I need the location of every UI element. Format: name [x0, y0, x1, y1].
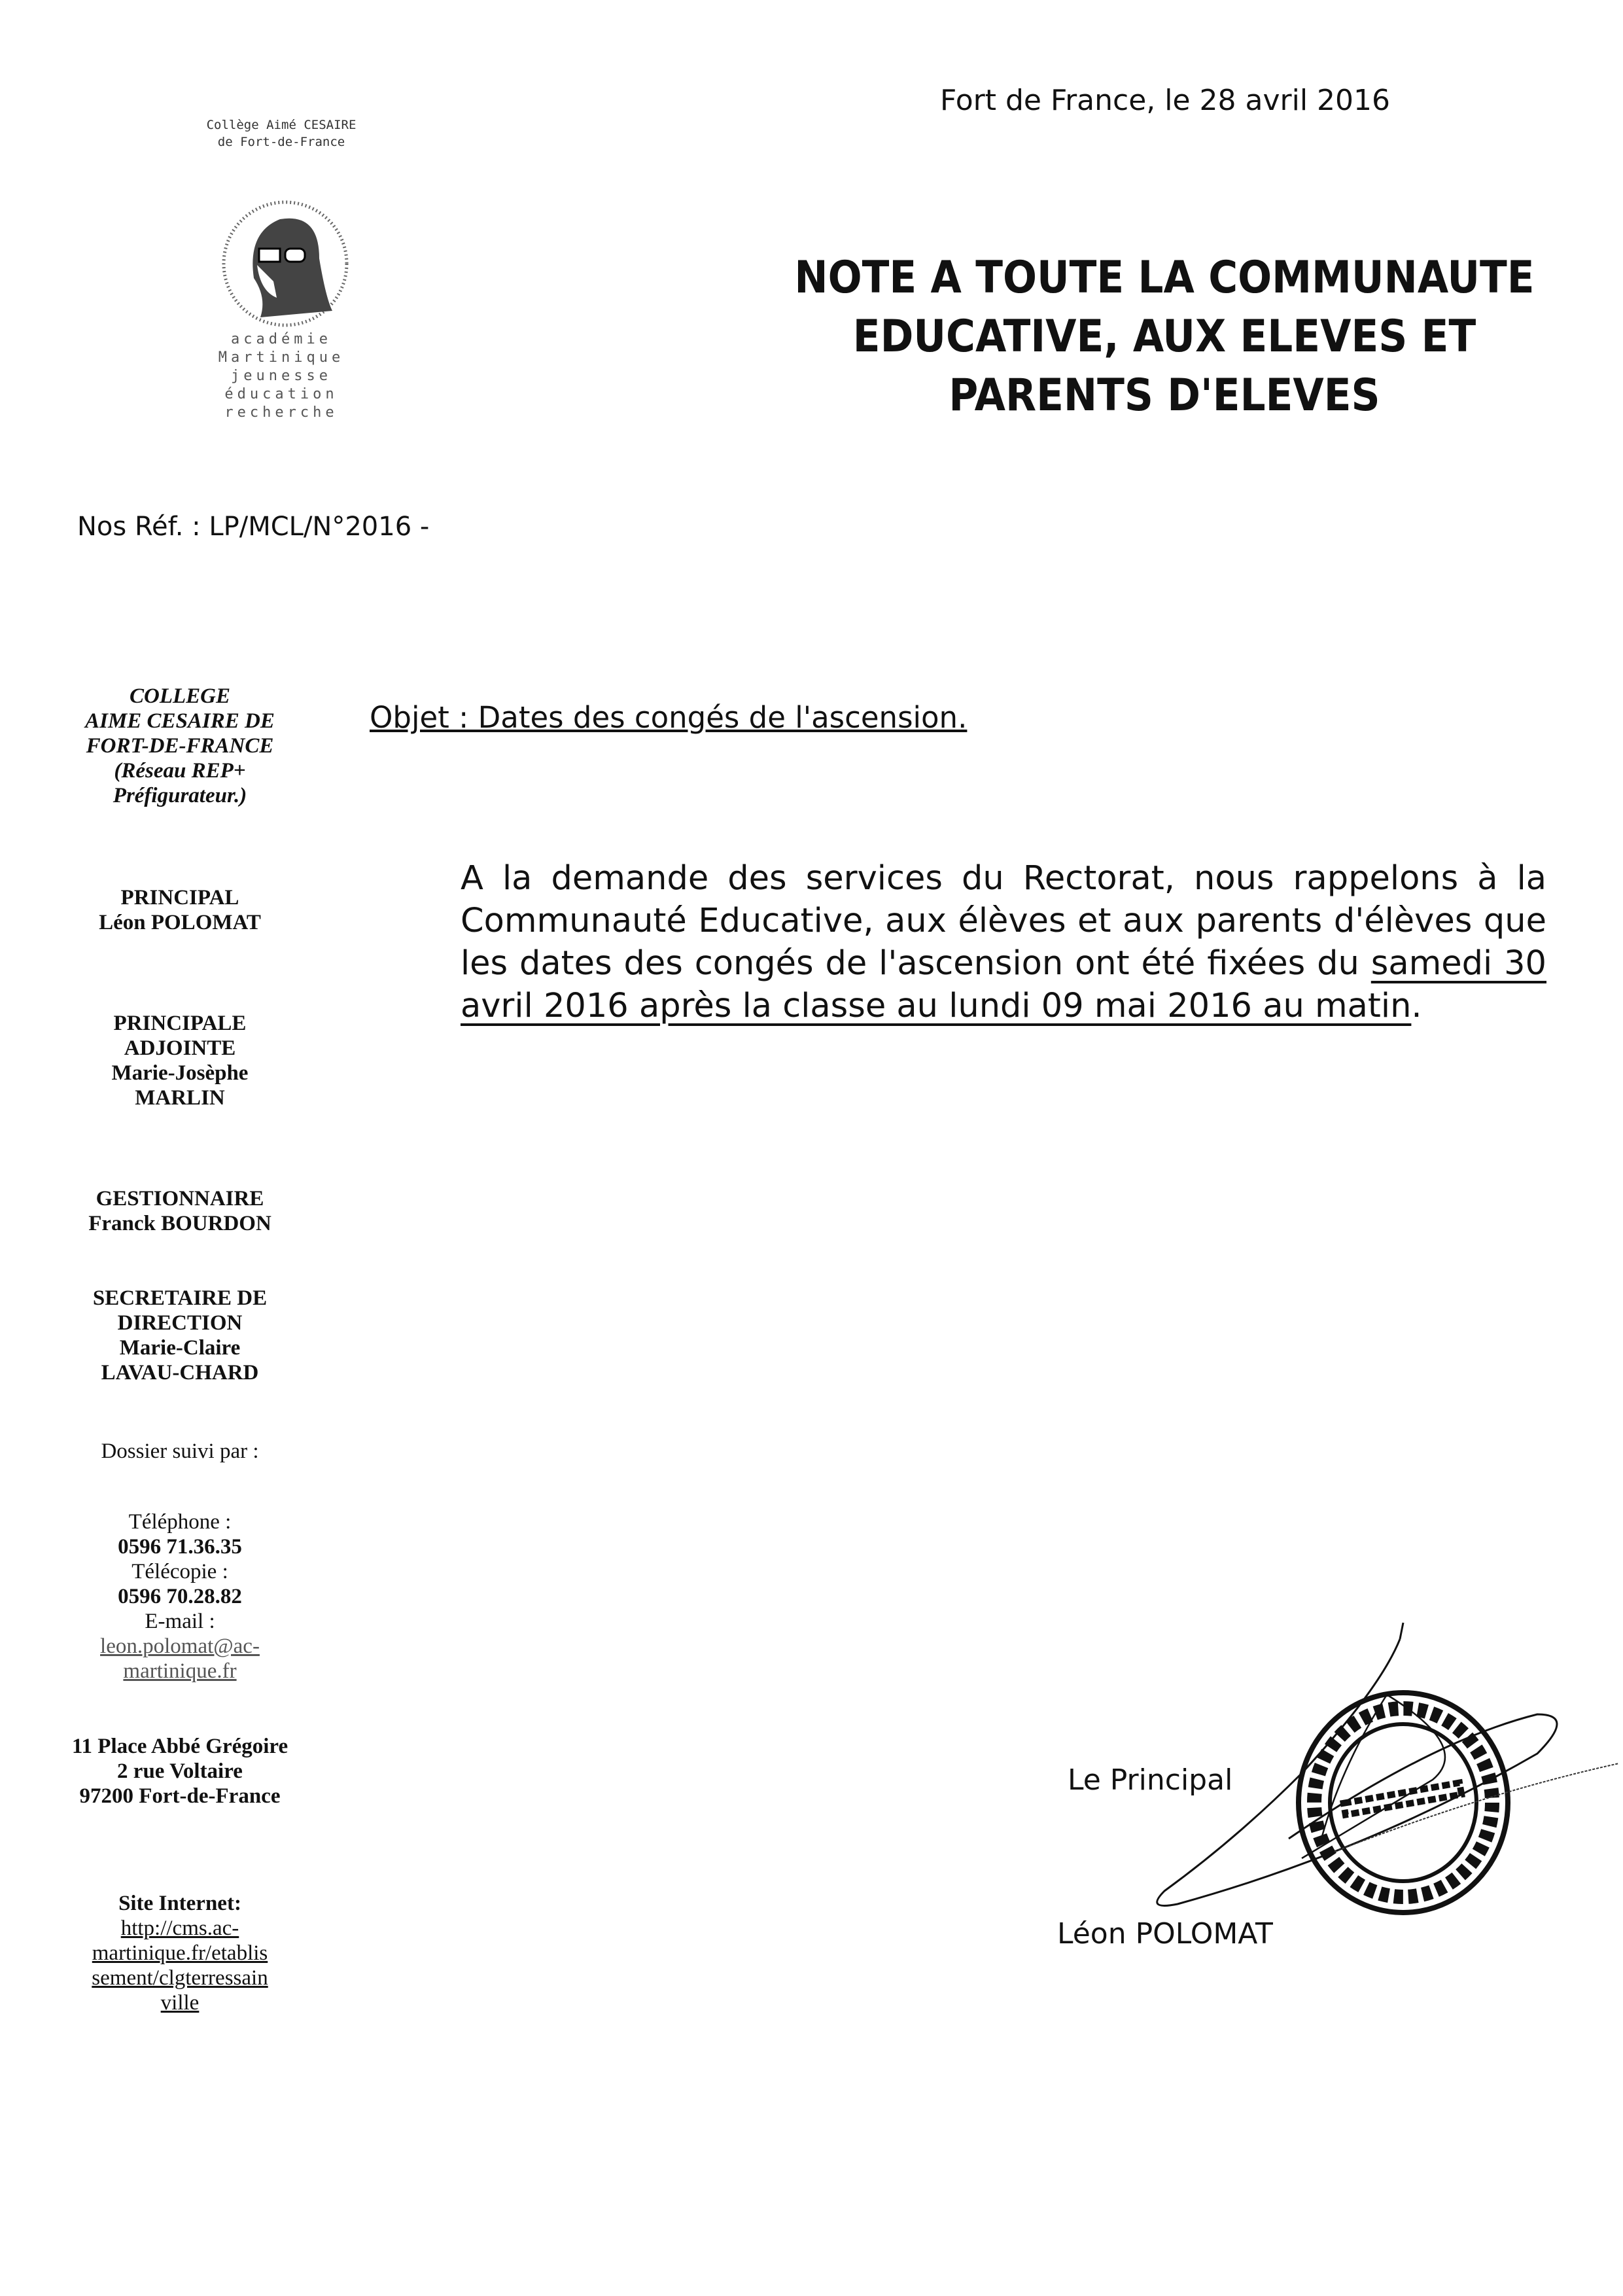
secretaire-block	[56, 1286, 304, 1385]
college-logo-portrait	[221, 200, 349, 328]
secretaire-name: LAVAU-CHARD	[101, 1361, 259, 1385]
address-line: 11 Place Abbé Grégoire	[71, 1735, 288, 1758]
email-link[interactable]: martinique.fr	[123, 1659, 237, 1683]
gestionnaire-name: Franck BOURDON	[88, 1212, 271, 1235]
official-stamp-and-signature	[1106, 1603, 1622, 1969]
college-line: (Réseau REP+	[114, 759, 246, 783]
website-label: Site Internet:	[118, 1892, 241, 1915]
adjointe-role: ADJOINTE	[124, 1036, 236, 1060]
address-block	[56, 1734, 304, 1809]
logo-line-2: de Fort-de-France	[217, 135, 345, 149]
logo-line-1: Collège Aimé CESAIRE	[206, 118, 357, 132]
title-line: PARENTS D'ELEVES	[949, 370, 1380, 421]
principale-adjointe-block	[56, 1011, 304, 1110]
logo-education: éducation	[224, 386, 338, 402]
subject-line: Objet : Dates des congés de l'ascension.	[370, 700, 968, 735]
letter-date: Fort de France, le 28 avril 2016	[940, 84, 1391, 117]
body-dates-underlined: samedi 30 avril 2016 après la classe au lundi 09 mai 2016 au matin	[461, 944, 1547, 1025]
body-paragraph	[461, 857, 1546, 1027]
logo-jeunesse: jeunesse	[231, 368, 332, 384]
college-line: Préfigurateur.)	[113, 784, 247, 807]
address-line: 97200 Fort-de-France	[79, 1784, 281, 1808]
email-link[interactable]: leon.polomat@ac-	[100, 1634, 260, 1658]
adjointe-name: Marie-Josèphe	[111, 1061, 249, 1085]
note-title	[764, 249, 1565, 425]
website-link[interactable]: ville	[160, 1991, 200, 2015]
telecopie-label: Télécopie :	[131, 1560, 228, 1583]
principal-role: PRINCIPAL	[120, 886, 239, 910]
college-line: COLLEGE	[129, 684, 230, 708]
college-line: AIME CESAIRE DE	[85, 709, 275, 733]
email-label: E-mail :	[145, 1610, 215, 1633]
logo-martinique: Martinique	[218, 349, 345, 366]
reference: Nos Réf. : LP/MCL/N°2016 -	[77, 512, 430, 542]
signature-name: Léon POLOMAT	[1057, 1917, 1273, 1951]
secretaire-role: SECRETAIRE DE	[92, 1286, 268, 1310]
signature-label: Le Principal	[1068, 1763, 1233, 1797]
website-block	[56, 1891, 304, 2015]
body-end: .	[1411, 987, 1422, 1025]
adjointe-name: MARLIN	[135, 1086, 225, 1110]
gestionnaire-block	[56, 1186, 304, 1236]
body-text: A la demande des services du Rectorat, nous rappelons à la Communauté Educative, aux élèves et aux parents d'élèves que les dates des congés de l'ascension ont été fixées du	[461, 859, 1546, 983]
logo-caption	[196, 116, 366, 150]
website-link[interactable]: sement/clgterressain	[92, 1966, 268, 1990]
title-line: EDUCATIVE, AUX ELEVES ET	[852, 311, 1476, 362]
telecopie-value: 0596 70.28.82	[118, 1585, 242, 1608]
college-block	[56, 684, 304, 808]
logo-recherche: recherche	[224, 404, 338, 421]
website-link[interactable]: martinique.fr/etablis	[92, 1941, 268, 1965]
secretaire-role: DIRECTION	[117, 1311, 243, 1335]
telephone-value: 0596 71.36.35	[118, 1535, 242, 1559]
contact-block	[56, 1510, 304, 1684]
title-line: NOTE A TOUTE LA COMMUNAUTE	[794, 252, 1535, 304]
website-link[interactable]: http://cms.ac-	[120, 1916, 239, 1940]
principal-block	[56, 885, 304, 935]
secretaire-name: Marie-Claire	[119, 1336, 241, 1360]
logo-academie: académie	[231, 331, 332, 347]
adjointe-role: PRINCIPALE	[113, 1012, 247, 1035]
principal-name: Léon POLOMAT	[99, 911, 261, 934]
gestionnaire-role: GESTIONNAIRE	[96, 1187, 264, 1210]
address-line: 2 rue Voltaire	[117, 1759, 243, 1783]
college-line: FORT-DE-FRANCE	[86, 734, 274, 758]
telephone-label: Téléphone :	[128, 1510, 232, 1534]
academie-logo-text	[216, 330, 347, 422]
dossier-label: Dossier suivi par :	[101, 1439, 259, 1463]
